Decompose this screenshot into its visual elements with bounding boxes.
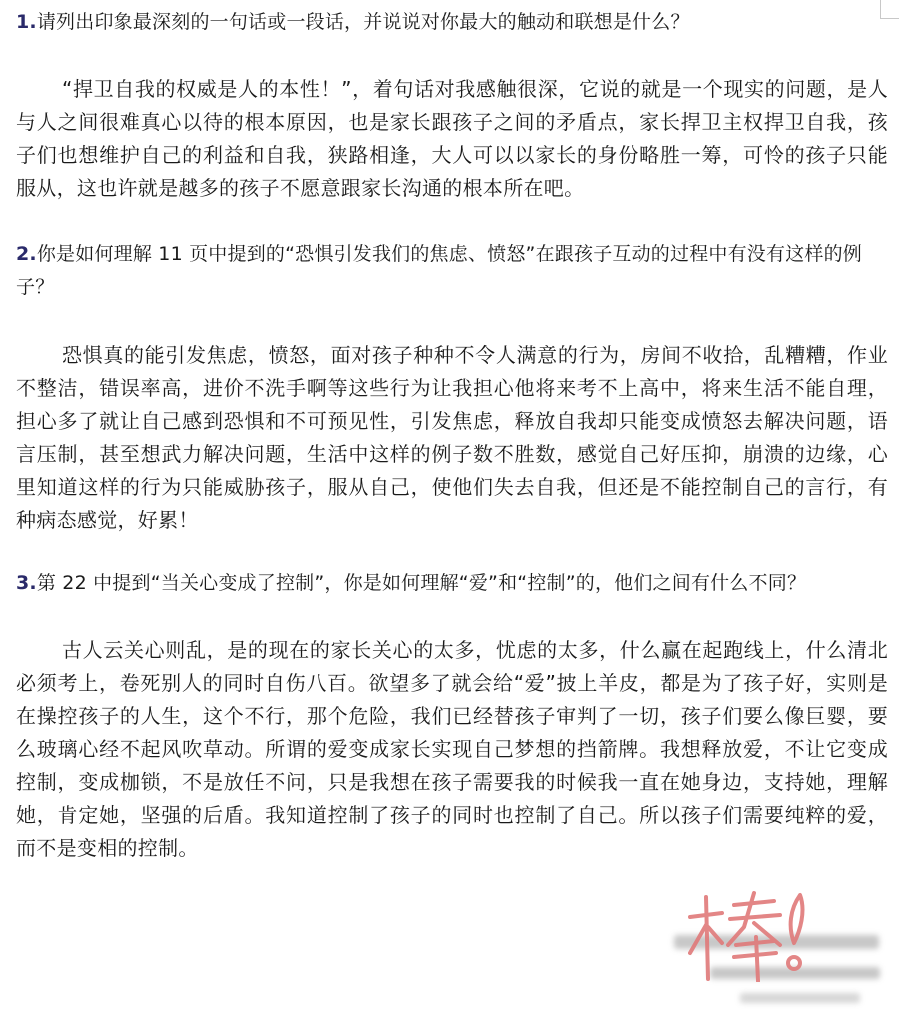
question-3 [16,567,886,600]
question-2-text: 你是如何理解 11 页中提到的“恐惧引发我们的焦虑、愤怒”在跟孩子互动的过程中有没有这样的例子？ [16,243,862,298]
answer-1: “捍卫自我的权威是人的本性！”，着句话对我感触很深，它说的就是一个现实的问题，是人与人之间很难真心以待的根本原因，也是家长跟孩子之间的矛盾点，家长捍卫主权捍卫自我，孩子们也想维护自己的利益和自我，狭路相逢，大人可以以家长的身份略胜一筹，可怜的孩子只能服从，这也许就是越多的孩子不愿意跟家长沟通的根本所在吧。 [16,77,888,200]
answer-2: 恐惧真的能引发焦虑，愤怒，面对孩子种种不令人满意的行为，房间不收拾，乱糟糟，作业不整洁，错误率高，进价不洗手啊等这些行为让我担心他将来考不上高中，将来生活不能自理，担心多了就让自己感到恐惧和不可预见性，引发焦虑，释放自我却只能变成愤怒去解决问题，语言压制，甚至想武力解决问题，生活中这样的例子数不胜数，感觉自己好压抑，崩溃的边缘，心里知道这样的行为只能威胁孩子，服从自己，使他们失去自我，但还是不能控制自己的言行，有种病态感觉，好累！ [16,343,888,532]
signature-area [670,905,885,1015]
praise-stamp-icon [682,887,822,982]
question-1 [16,6,886,39]
question-3-number: 3. [16,572,37,594]
blurred-signature-extra [740,993,860,1003]
question-1-number: 1. [16,11,37,33]
question-3-text: 第 22 中提到“当关心变成了控制”，你是如何理解“爱”和“控制”的，他们之间有什么不同？ [36,572,807,594]
answer-3: 古人云关心则乱，是的现在的家长关心的太多，忧虑的太多，什么赢在起跑线上，什么清北必须考上，卷死别人的同时自伤八百。欲望多了就会给“爱”披上羊皮，都是为了孩子好，实则是在操控孩子的人生，这个不行，那个危险，我们已经替孩子审判了一切，孩子们要么像巨婴，要么玻璃心经不起风吹草动。所谓的爱变成家长实现自己梦想的挡箭牌。我想释放爱，不让它变成控制，变成枷锁，不是放任不问，只是我想在孩子需要我的时候我一直在她身边，支持她，理解她，肯定她，坚强的后盾。我知道控制了孩子的同时也控制了自己。所以孩子们需要纯粹的爱，而不是变相的控制。 [16,638,888,860]
question-1-text: 请列出印象最深刻的一句话或一段话，并说说对你最大的触动和联想是什么？ [36,11,690,33]
question-2-number: 2. [16,243,37,265]
question-2 [16,238,886,304]
